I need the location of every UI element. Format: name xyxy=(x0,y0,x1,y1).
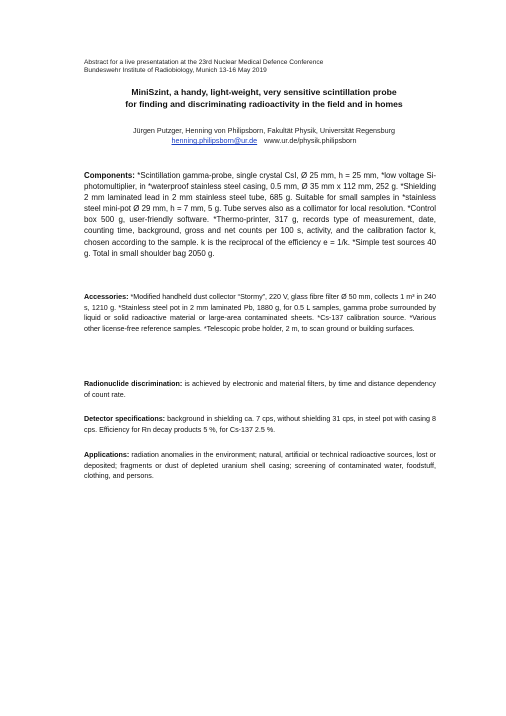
email-link[interactable]: henning.philipsborn@ur.de xyxy=(171,136,258,145)
detector-section xyxy=(84,414,436,435)
applications-section xyxy=(84,450,436,482)
website-text: www.ur.de/physik.philipsborn xyxy=(264,136,357,145)
title-line-1: MiniSzint, a handy, light-weight, very sensitive scintillation probe xyxy=(131,87,397,97)
components-section xyxy=(84,170,436,259)
contact-line xyxy=(84,136,444,146)
section-body: radiation anomalies in the environment; natural, artificial or technical radioactive sources, lost or deposited; fragments or dust of depleted uranium shell casing; screening of contaminated water, foodstuff, clothing, and persons. xyxy=(84,451,436,481)
institute-line: Bundeswehr Institute of Radiobiology, Munich 13-16 May 2019 xyxy=(84,67,267,75)
section-body: *Modified handheld dust collector “Stormy”, 220 V, glass fibre filter Ø 50 mm, collects 1 m³ in 240 s, 1210 g. *Stainless steel pot in 2 mm laminated Pb, 1880 g, for 0.5 L samples, gamma probe surrounded by liquid or solid radioactive material or large-area contaminated sheets. *Cs-137 calibration source. *Various other license-free reference samples. *Telescopic probe holder, 2 m, to scan ground or building surfaces. xyxy=(84,293,436,333)
section-body: is achieved by electronic and material filters, by time and distance dependency of count rate. xyxy=(84,380,436,399)
section-heading: Detector specifications: xyxy=(84,415,166,423)
paper-title xyxy=(84,86,444,110)
section-body: *Scintillation gamma-probe, single crystal CsI, Ø 25 mm, h = 25 mm, *low voltage Si-photomultiplier, in *waterproof stainless steel casing, 0.5 mm, Ø 35 mm x 112 mm, 252 g. *Shielding 2 mm laminated lead in 2 mm stainless steel tube, 685 g. Suitable for small samples in *stainless steel mini-pot Ø 29 mm, h = 7 mm, 5 g. Tube serves also as a collimator for local resolution. *Control box 500 g, user-friendly software. *Thermo-printer, 317 g, records type of measurement, date, counting time, background, gross and net counts per 100 s, activity, and the calibration factor k, chosen according to the sample. k is the reciprocal of the efficiency e = 1/k. *Simple test sources 40 g. Total in small shoulder bag 2050 g. xyxy=(84,171,436,258)
section-heading: Radionuclide discrimination: xyxy=(84,380,183,388)
radionuclide-section xyxy=(84,379,436,400)
section-heading: Accessories: xyxy=(84,293,129,301)
conference-header xyxy=(84,59,444,75)
section-heading: Applications: xyxy=(84,451,130,459)
accessories-section xyxy=(84,292,436,334)
title-line-2: for finding and discriminating radioactivity in the field and in homes xyxy=(125,99,403,109)
section-body: background in shielding ca. 7 cps, without shielding 31 cps, in steel pot with casing 8 cps. Efficiency for Rn decay products 5 %, for Cs-137 2.5 %. xyxy=(84,415,436,434)
author-line: Jürgen Putzger, Henning von Philipsborn, Fakultät Physik, Universität Regensburg xyxy=(132,126,396,135)
conference-line: Abstract for a live presentatation at the 23rd Nuclear Medical Defence Conference xyxy=(84,59,324,66)
section-heading: Components: xyxy=(84,171,135,180)
